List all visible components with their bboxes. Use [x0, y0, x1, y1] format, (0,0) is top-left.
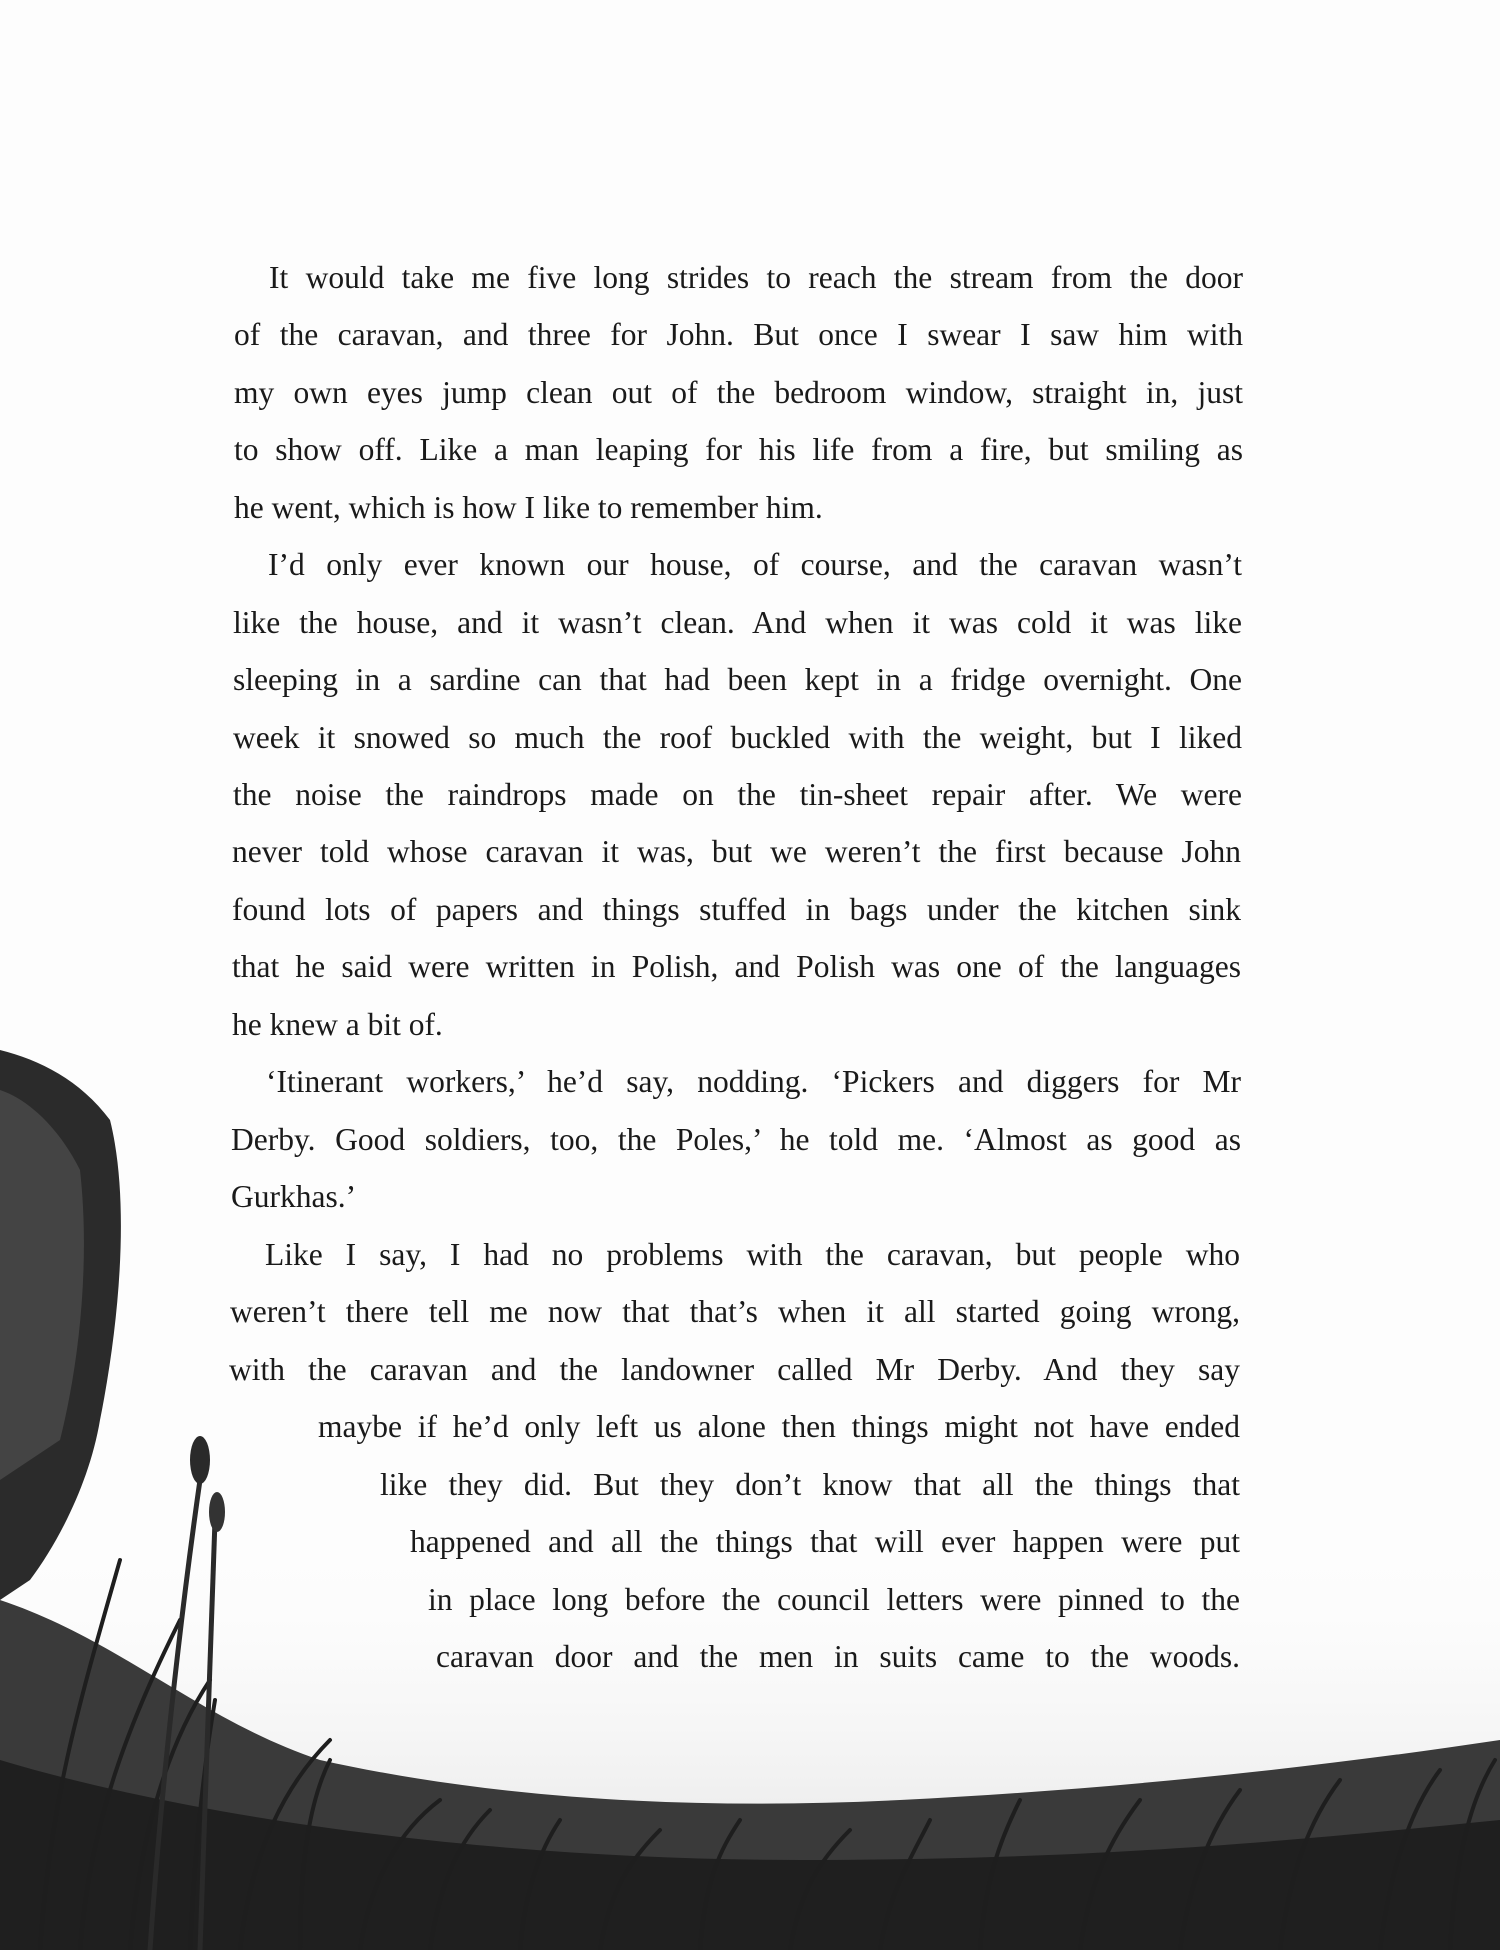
text-line: he went, which is how I like to remember him.: [234, 490, 823, 525]
text-line: sleeping in a sardine can that had been kept in a fridge overnight. One: [233, 662, 1242, 697]
text-line: Like I say, I had no problems with the caravan, but people who: [265, 1237, 1240, 1272]
text-line: my own eyes jump clean out of the bedroom window, straight in, just: [234, 375, 1243, 410]
text-line: the noise the raindrops made on the tin-sheet repair after. We were: [233, 777, 1242, 812]
text-line: week it snowed so much the roof buckled with the weight, but I liked: [233, 720, 1242, 755]
text-line: I’d only ever known our house, of course, and the caravan wasn’t: [268, 547, 1242, 582]
text-line: Derby. Good soldiers, too, the Poles,’ he told me. ‘Almost as good as: [231, 1122, 1241, 1157]
text-line: happened and all the things that will ever happen were put: [410, 1524, 1240, 1559]
text-line: found lots of papers and things stuffed in bags under the kitchen sink: [232, 892, 1241, 927]
text-line: of the caravan, and three for John. But once I swear I saw him with: [234, 317, 1243, 352]
text-line: like they did. But they don’t know that all the things that: [380, 1467, 1240, 1502]
text-line: maybe if he’d only left us alone then things might not have ended: [318, 1409, 1240, 1444]
text-line: It would take me five long strides to reach the stream from the door: [269, 260, 1243, 295]
text-line: that he said were written in Polish, and Polish was one of the languages: [232, 949, 1241, 984]
text-line: to show off. Like a man leaping for his life from a fire, but smiling as: [234, 432, 1243, 467]
text-line: with the caravan and the landowner called Mr Derby. And they say: [229, 1352, 1240, 1387]
text-line: weren’t there tell me now that that’s when it all started going wrong,: [230, 1294, 1240, 1329]
text-line: never told whose caravan it was, but we weren’t the first because John: [232, 834, 1241, 869]
text-line: in place long before the council letters were pinned to the: [428, 1582, 1240, 1617]
text-line: ‘Itinerant workers,’ he’d say, nodding. ‘Pickers and diggers for Mr: [266, 1064, 1241, 1099]
text-line: caravan door and the men in suits came to the woods.: [436, 1639, 1240, 1674]
text-line: he knew a bit of.: [232, 1007, 443, 1042]
text-line: like the house, and it wasn’t clean. And when it was cold it was like: [233, 605, 1242, 640]
text-line: Gurkhas.’: [231, 1179, 357, 1214]
